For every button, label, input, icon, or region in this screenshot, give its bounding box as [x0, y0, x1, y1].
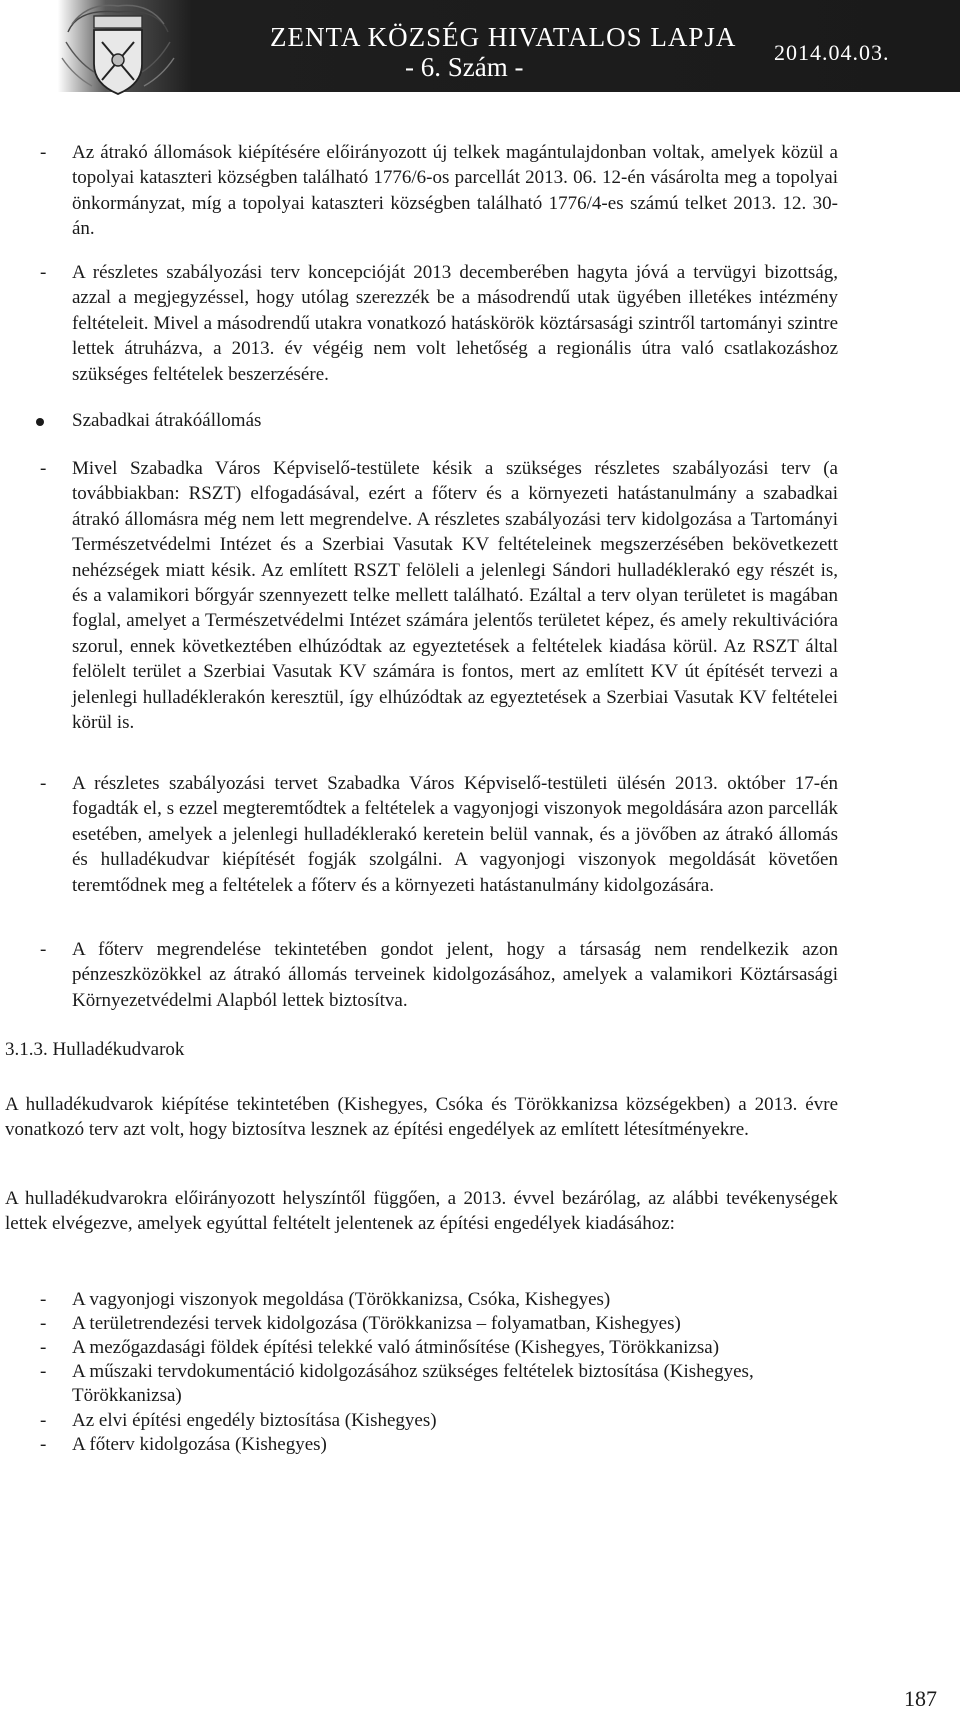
- bullet-icon: [36, 418, 44, 426]
- dash-marker: -: [40, 939, 47, 960]
- section-subheading: Szabadkai átrakóállomás: [72, 410, 262, 431]
- list-item: A műszaki tervdokumentáció kidolgozásához szükséges feltételek biztosítása (Kishegyes,: [72, 1361, 754, 1382]
- section-heading: 3.1.3. Hulladékudvarok: [5, 1039, 185, 1060]
- dash-marker: -: [40, 1313, 47, 1334]
- dash-marker: -: [40, 142, 47, 163]
- list-item: A vagyonjogi viszonyok megoldása (Törökkanizsa, Csóka, Kishegyes): [72, 1289, 611, 1310]
- list-item: A területrendezési tervek kidolgozása (Törökkanizsa – folyamatban, Kishegyes): [72, 1313, 681, 1334]
- paragraph-foterv: A főterv megrendelése tekintetében gondot jelent, hogy a társaság nem rendelkezik azon pénzeszközökkel az átrakó állomás terveinek kidolgozásához, amelyek a valamikori Köztársasági Környezetvédelmi Alapból lettek biztosítva.: [72, 939, 838, 1011]
- dash-marker: -: [40, 773, 47, 794]
- dash-marker: -: [40, 1434, 47, 1455]
- paragraph-telkek: Az átrakó állomások kiépítésére előirányozott új telkek magántulajdonban voltak, amelyek közül a topolyai kataszteri községben található 1776/6-os parcellát 2013. 06. 12-én vásárolta meg a topolyai önkormányzat, míg a topolyai kataszteri községben található 1776/4-es számú telket 2013. 12. 30-án.: [72, 142, 838, 240]
- issue-number: - 6. Szám -: [405, 52, 524, 82]
- paragraph-elfogadas: A részletes szabályozási tervet Szabadka Város Képviselő-testületi ülésén 2013. október 17-én fogadták el, s ezzel megteremtődtek a feltételek a vagyonjogi viszonyok megoldására azon parcellák esetében, amelyek a jelenlegi hulladéklerakó keretein belül vannak, és a jövőben az átrakó állomás és hulladékudvar kiépítését fogják szolgálni. A vagyonjogi viszonyok megoldását követően teremtődnek meg a feltételek a főterv és a környezeti hatástanulmány kidolgozására.: [72, 773, 838, 896]
- dash-marker: -: [40, 1361, 47, 1382]
- dash-marker: -: [40, 458, 47, 479]
- paragraph-rszt: Mivel Szabadka Város Képviselő-testülete késik a szükséges részletes szabályozási terv (a továbbiakban: RSZT) elfogadásával, ezért a főterv és a környezeti hatástanulmány a szabadkai átrakó állomásra még nem lett megrendelve. A részletes szabályozási terv kidolgozása a Tartományi Természetvédelmi Intézet és a Szerbiai Vasutak KV feltételeinek megszerzésében bekövetkezett nehézségek miatt késik. Az említett RSZT felöleli a jelenlegi Sándori hulladéklerakó egy részét is, és a valamikori bőrgyár szennyezett telke mellett található. Ezáltal a terv olyan területet is magában foglal, amelyet a Természetvédelmi Intézet számára jelentős területet képez, és amely rekultivációra szorul, ennek következtében elhúzódtak az egyeztetések a feltételek kiadása körül. Az RSZT által felölelt terület a Szerbiai Vasutak KV számára is fontos, mert az említett KV út építését tervezi a jelenlegi hulladéklerakón keresztül, így elhúzódtak az egyeztetések a Szerbiai Vasutak KV feltételei körül is.: [72, 458, 838, 734]
- paragraph-koncepcio: A részletes szabályozási terv koncepcióját 2013 decemberében hagyta jóvá a tervügyi bizottság, azzal a megjegyzéssel, hogy utólag szerezzék be a másodrendű utak ügyében illetékes intézmény feltételeit. Mivel a másodrendű utakra vonatkozó hatáskörök köztársasági szintről tartományi szintre lettek átruházva, a 2013. év végéig nem volt lehetőség a regionális útra való csatlakozáshoz szükséges feltételek beszerzésére.: [72, 262, 838, 385]
- list-item: A főterv kidolgozása (Kishegyes): [72, 1434, 327, 1455]
- dash-marker: -: [40, 1410, 47, 1431]
- paragraph-hulladekudvarok: A hulladékudvarok kiépítése tekintetében (Kishegyes, Csóka és Törökkanizsa községekben) a 2013. évre vonatkozó terv azt volt, hogy biztosítva lesznek az építési engedélyek az említett létesítményekre.: [5, 1094, 838, 1141]
- dash-marker: -: [40, 262, 47, 283]
- issue-date: 2014.04.03.: [774, 40, 890, 65]
- paragraph-tevekenysegek: A hulladékudvarokra előirányozott helyszíntől függően, a 2013. évvel bezárólag, az alábbi tevékenységek lettek elvégezve, amelyek egyúttal feltételt jelentenek az építési engedélyek kiadásához:: [5, 1188, 838, 1235]
- dash-marker: -: [40, 1289, 47, 1310]
- list-item: Az elvi építési engedély biztosítása (Kishegyes): [72, 1410, 437, 1431]
- gazette-title: ZENTA KÖZSÉG HIVATALOS LAPJA: [270, 22, 737, 52]
- page-number: 187: [904, 1686, 937, 1711]
- list-item: A mezőgazdasági földek építési telekké való átminősítése (Kishegyes, Törökkanizsa): [72, 1337, 720, 1358]
- dash-marker: -: [40, 1337, 47, 1358]
- list-item-continuation: Törökkanizsa): [72, 1385, 182, 1406]
